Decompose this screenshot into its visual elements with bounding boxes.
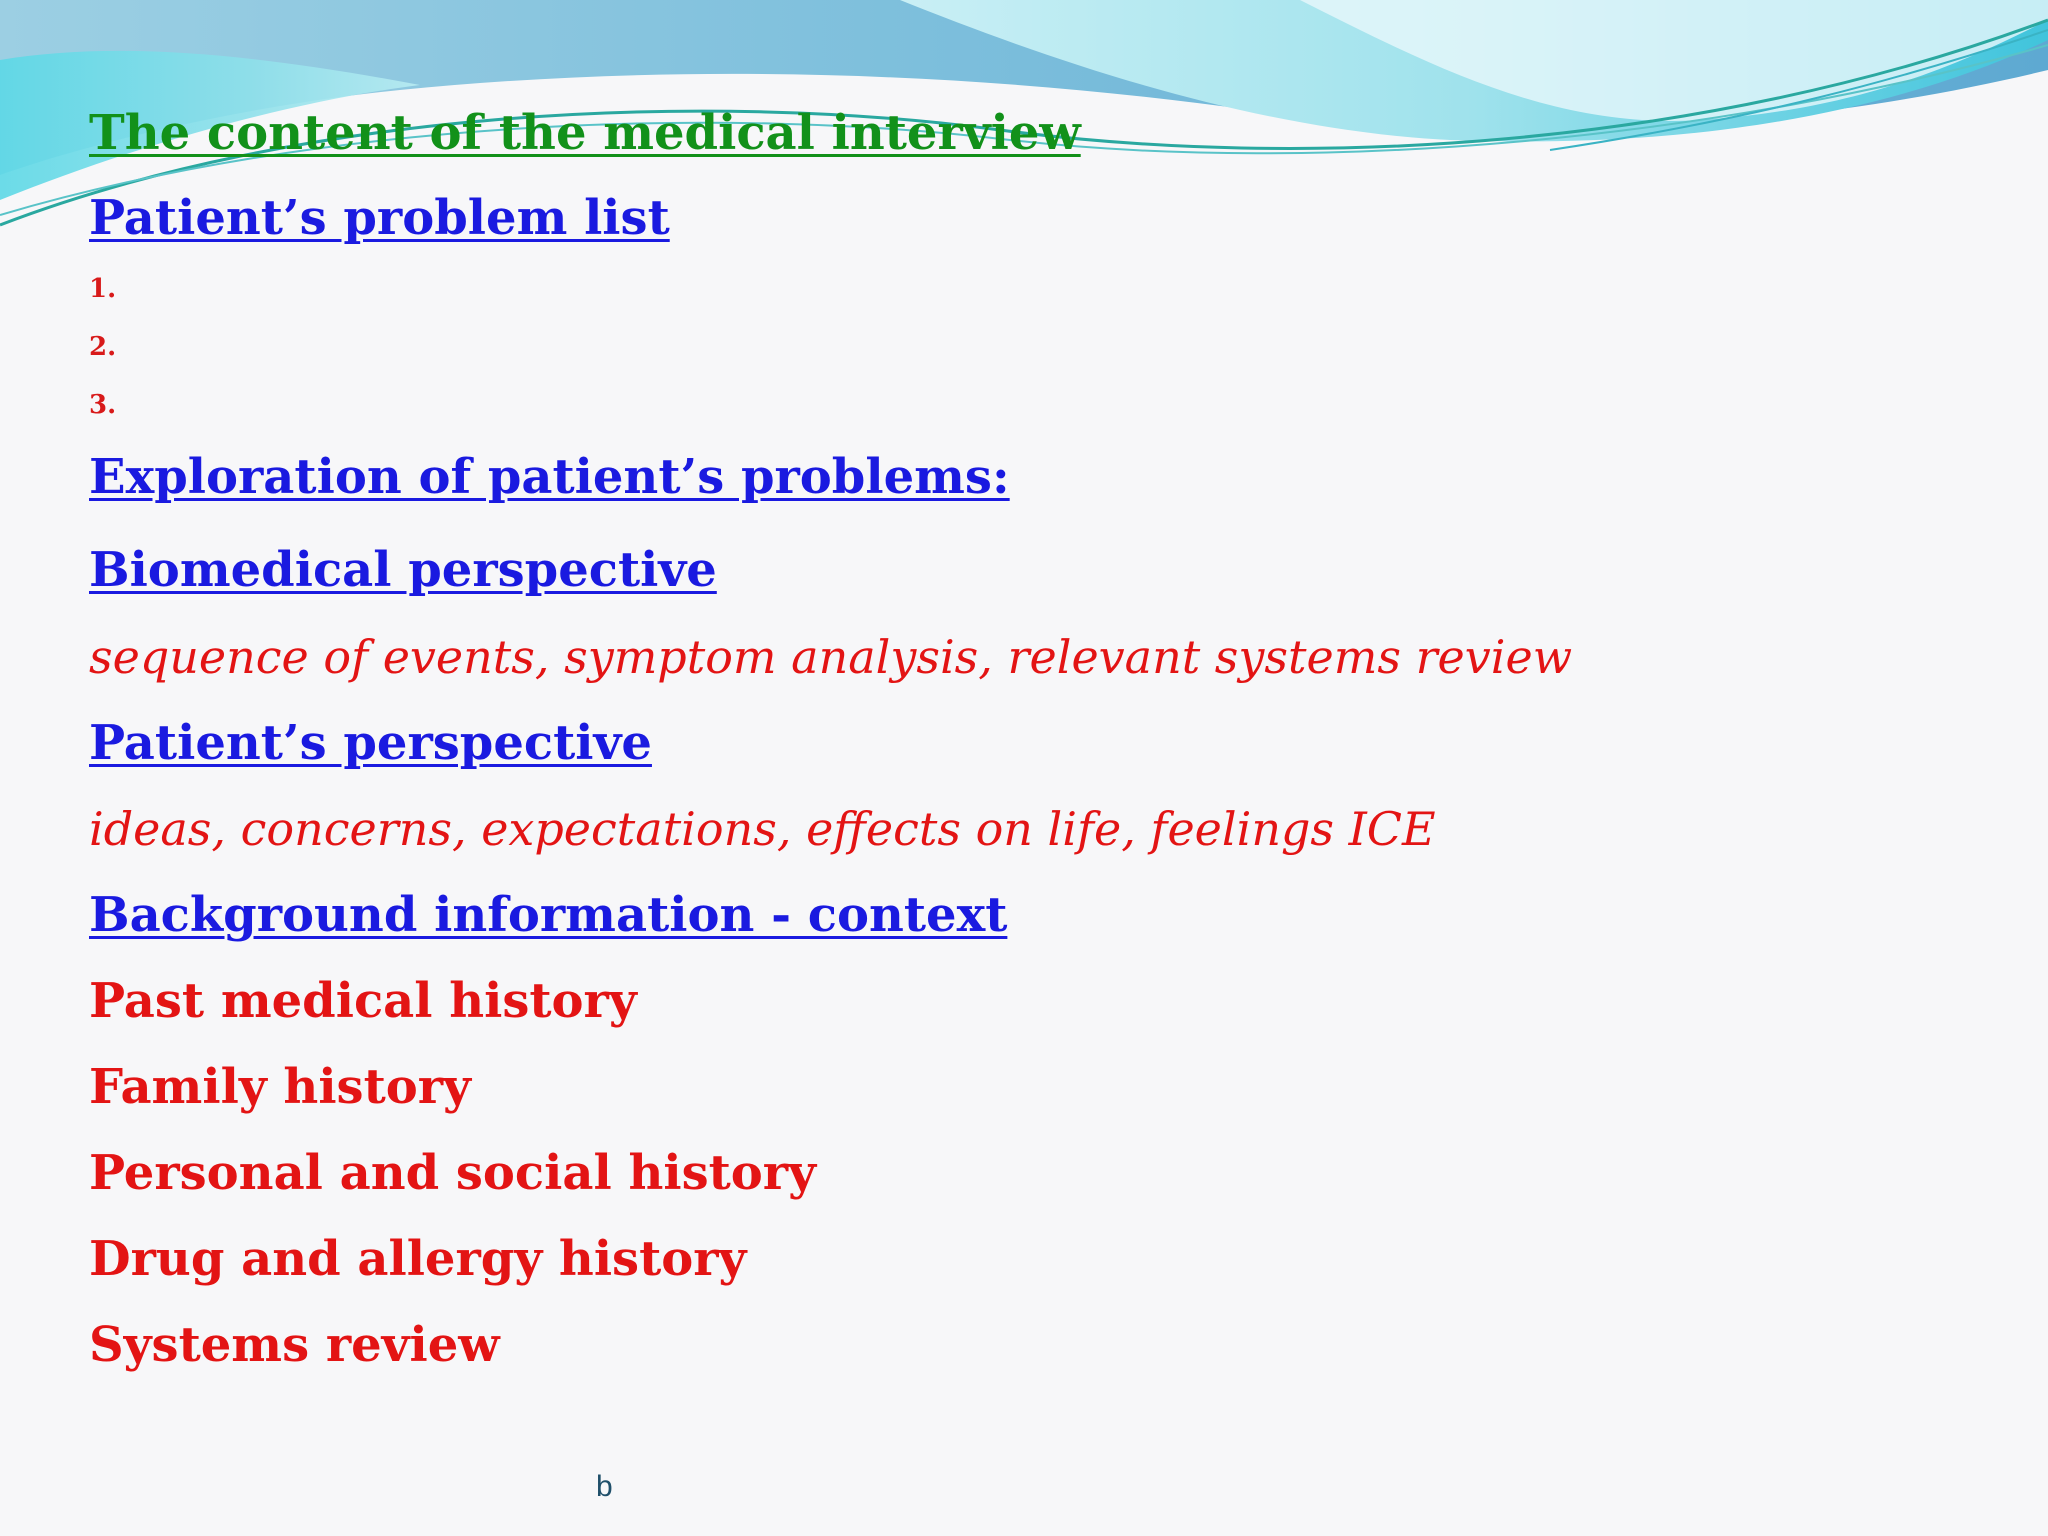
background-heading: Background information - context: [89, 887, 1008, 943]
biomedical-heading: Biomedical perspective: [89, 542, 717, 598]
patient-perspective-detail: ideas, concerns, expectations, effects on life, feelings ICE: [89, 802, 1436, 856]
problem-number-3: 3.: [89, 390, 117, 420]
patient-perspective-heading: Patient’s perspective: [89, 715, 652, 771]
problem-number-1: 1.: [89, 274, 117, 304]
background-item: Personal and social history: [89, 1145, 816, 1201]
background-item: Family history: [89, 1059, 471, 1115]
background-item: Systems review: [89, 1317, 500, 1373]
problem-number-2: 2.: [89, 332, 117, 362]
exploration-heading: Exploration of patient’s problems:: [89, 449, 1010, 505]
biomedical-detail: sequence of events, symptom analysis, relevant systems review: [89, 630, 1573, 684]
background-item: Drug and allergy history: [89, 1231, 747, 1287]
footer-mark: b: [596, 1470, 613, 1503]
background-item: Past medical history: [89, 973, 637, 1029]
slide-title: The content of the medical interview: [89, 105, 1081, 161]
problem-list-heading: Patient’s problem list: [89, 190, 670, 246]
